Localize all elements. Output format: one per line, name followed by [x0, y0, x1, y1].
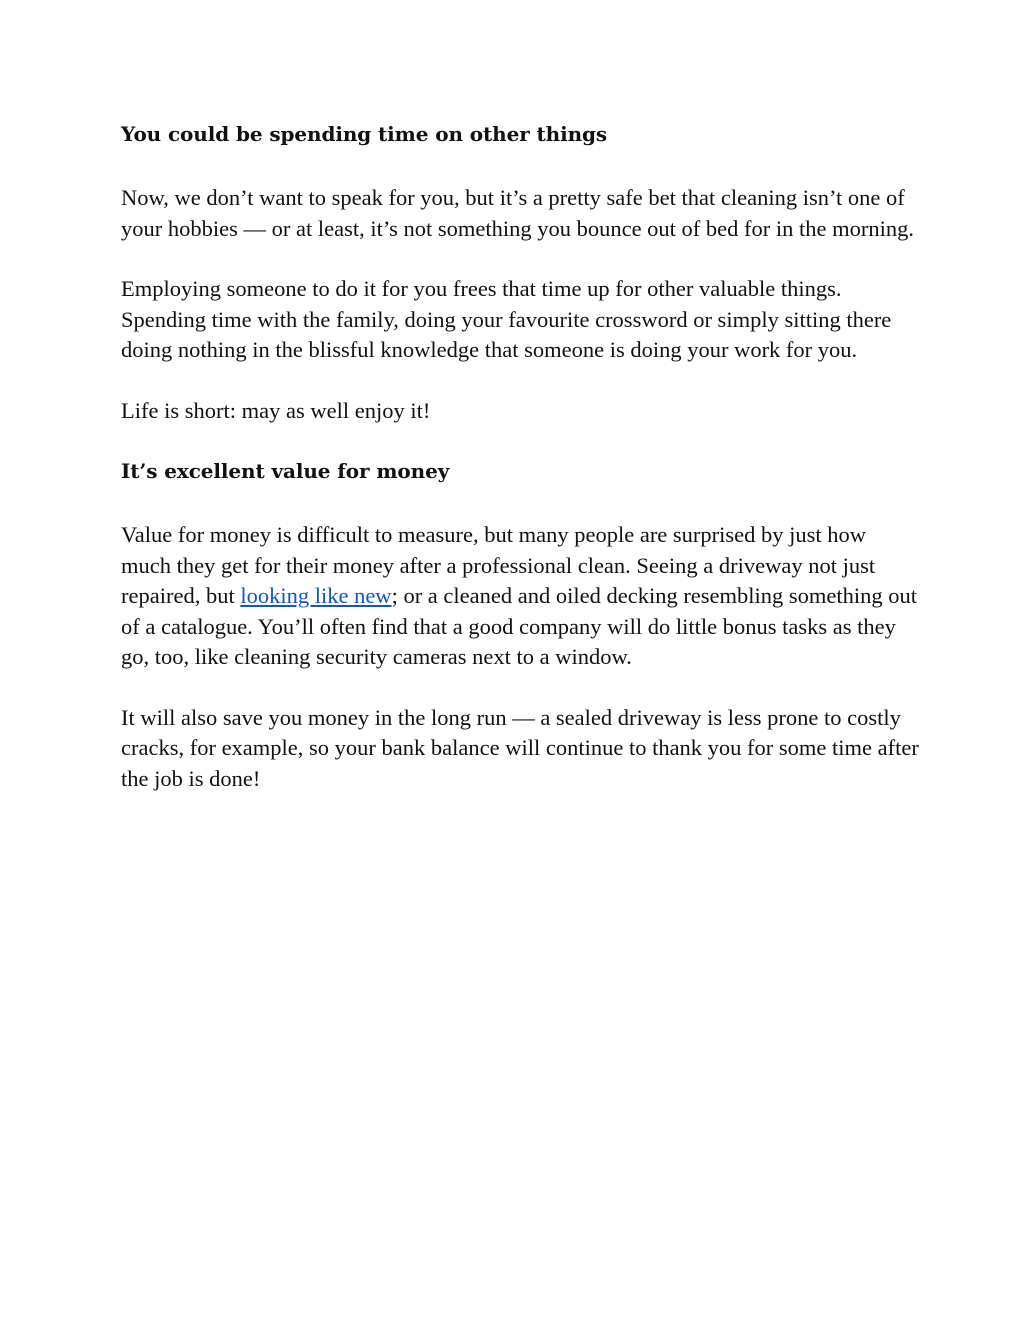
- paragraph: It will also save you money in the long run — a sealed driveway is less prone to costly cracks, for example, so your bank balance will continue to thank you for some time after the job is done!: [121, 704, 919, 791]
- looking-like-new-link[interactable]: looking like new: [240, 583, 392, 608]
- paragraph-text: Value for money is difficult to measure, but many people are surprised by just how much they get for their money after a professional clean. Seeing a driveway not just repaired, but: [121, 522, 876, 608]
- paragraph-text: ; or a cleaned and oiled decking resembling something out of a catalogue. You’ll often find that a good company will do little bonus tasks as they go, too, like cleaning security cameras next to a window.: [121, 583, 918, 669]
- paragraph: Life is short: may as well enjoy it!: [121, 397, 431, 423]
- paragraph: Now, we don’t want to speak for you, but it’s a pretty safe bet that cleaning isn’t one of your hobbies — or at least, it’s not something you bounce out of bed for in the morning.: [121, 185, 915, 241]
- document-page: [121, 113, 921, 794]
- section-heading: You could be spending time on other things: [121, 122, 608, 146]
- section-heading: It’s excellent value for money: [121, 459, 450, 483]
- paragraph: Employing someone to do it for you frees that time up for other valuable things. Spending time with the family, doing your favourite crossword or simply sitting there doing nothing in the blissful knowledge that someone is doing your work for you.: [121, 276, 892, 362]
- paragraph: [121, 520, 921, 673]
